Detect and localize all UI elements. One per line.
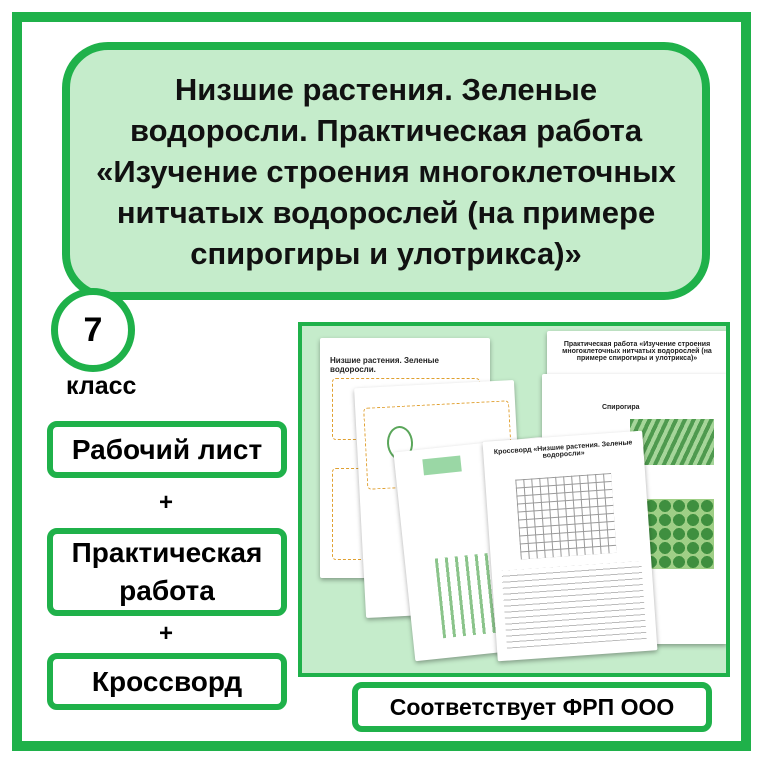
preview-spirogyra-label: Спирогира — [602, 404, 640, 411]
preview-worksheet-heading: Низшие растения. Зеленые водоросли. — [330, 356, 439, 374]
crossword-clues — [502, 561, 647, 649]
item-practical — [47, 528, 287, 616]
preview-task-label — [422, 455, 461, 475]
crossword-grid-icon — [515, 473, 616, 560]
item-crossword — [47, 653, 287, 710]
grade-badge — [51, 288, 135, 372]
grade-number: 7 — [83, 310, 103, 349]
compliance-text: Соответствует ФРП ООО — [389, 693, 675, 720]
item-crossword-label: Кроссворд — [91, 665, 243, 697]
preview-panel — [298, 322, 730, 677]
preview-crossword-heading: Кроссворд «Низшие растения. Зеленые водоросли» — [493, 439, 633, 460]
preview-practical-heading: Практическая работа «Изучение строения многоклеточных нитчатых водорослей (на примере спирогиры и улотрикса)» — [562, 341, 712, 362]
plus-sign-1: + — [158, 489, 173, 516]
plus-sign-2: + — [158, 620, 173, 647]
page-title: Низшие растения. Зеленые водоросли. Практическая работа «Изучение строения многоклеточных нитчатых водорослей (на примере спирогиры и улотрикса)» — [96, 71, 676, 271]
item-practical-label: Практическая работа — [71, 537, 263, 606]
item-worksheet — [47, 421, 287, 478]
item-worksheet-label: Рабочий лист — [71, 433, 263, 465]
title-box — [62, 42, 710, 300]
compliance-badge — [352, 682, 712, 732]
grade-label: класс — [66, 372, 137, 400]
preview-page-crossword — [483, 431, 658, 662]
